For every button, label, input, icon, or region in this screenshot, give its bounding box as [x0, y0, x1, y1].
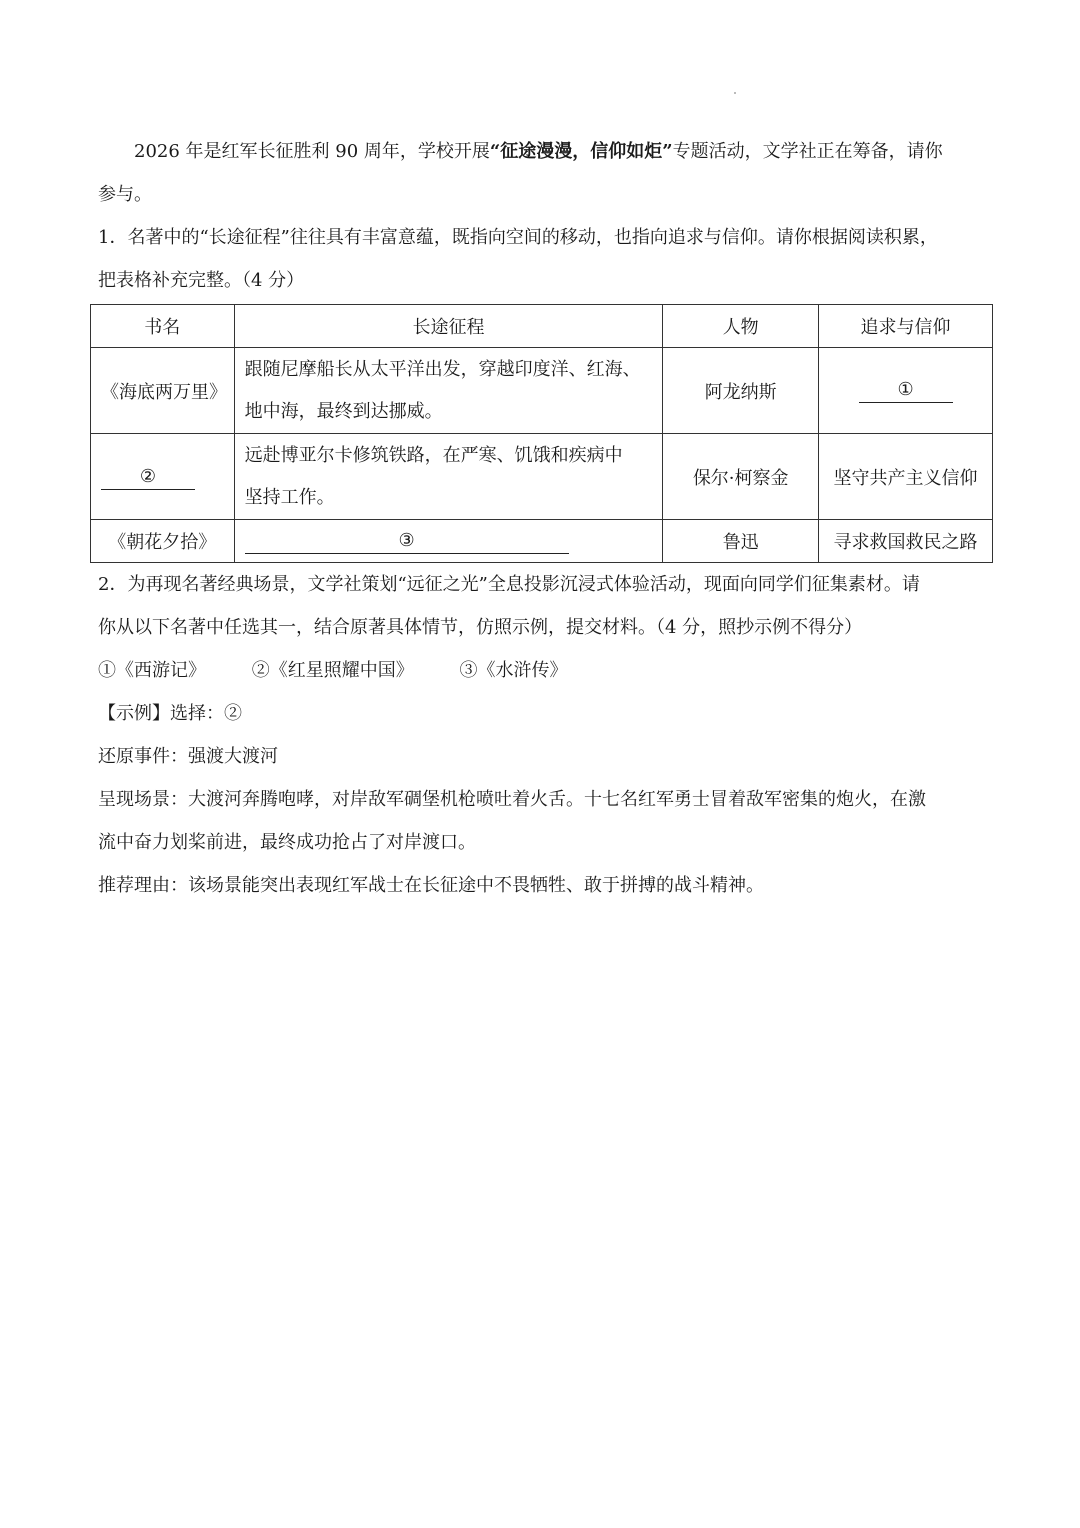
document-page — [98, 130, 992, 907]
example-reason: 推荐理由：该场景能突出表现红军战士在长征途中不畏牺牲、敢于拼搏的战斗精神。 — [98, 875, 764, 896]
cell-belief: 寻求救国救民之路 — [819, 520, 993, 563]
answer-blank-2[interactable]: ② — [101, 465, 195, 490]
scan-speck — [734, 92, 736, 94]
journey-line: 远赴博亚尔卡修筑铁路，在严寒、饥饿和疾病中 — [244, 444, 623, 466]
option-xiyouji: ①《西游记》 — [98, 660, 206, 681]
example-scene-line-1: 呈现场景：大渡河奔腾咆哮，对岸敌军碉堡机枪喷吐着火舌。十七名红军勇士冒着敌军密集的炮火，在激 — [98, 789, 926, 810]
cell-person: 阿龙纳斯 — [663, 348, 819, 434]
example-header — [98, 692, 992, 735]
cell-belief — [819, 348, 993, 434]
header-book: 书名 — [91, 305, 235, 348]
reading-table — [90, 304, 993, 563]
question-1-line-1: 1．名著中的“长途征程”往往具有丰富意蕴，既指向空间的移动，也指向追求与信仰。请你根据阅读积累， — [98, 227, 938, 248]
question-2-line-2: 你从以下名著中任选其一，结合原著具体情节，仿照示例，提交材料。（4 分，照抄示例不得分） — [98, 617, 863, 638]
table-row — [91, 348, 993, 434]
cell-journey — [234, 520, 663, 563]
cell-book: 《海底两万里》 — [91, 348, 235, 434]
activity-theme: “征途漫漫，信仰如炬” — [489, 141, 673, 162]
intro-text-1: 2026 年是红军长征胜利 90 周年，学校开展 — [134, 141, 490, 162]
cell-book — [91, 434, 235, 520]
cell-belief: 坚守共产主义信仰 — [819, 434, 993, 520]
header-journey: 长途征程 — [234, 305, 663, 348]
journey-line: 地中海，最终到达挪威。 — [244, 400, 443, 422]
cell-person: 鲁迅 — [663, 520, 819, 563]
table-header-row — [91, 305, 993, 348]
header-belief: 追求与信仰 — [819, 305, 993, 348]
intro-paragraph — [98, 130, 992, 173]
cell-book: 《朝花夕拾》 — [91, 520, 235, 563]
question-1-line-2: 把表格补充完整。（4 分） — [98, 270, 305, 291]
answer-blank-3[interactable]: ③ — [245, 529, 569, 554]
option-hongxing: ②《红星照耀中国》 — [251, 660, 414, 681]
cell-person: 保尔·柯察金 — [663, 434, 819, 520]
intro-line-2: 参与。 — [98, 184, 152, 205]
intro-text-2: 专题活动，文学社正在筹备，请你 — [672, 141, 943, 162]
journey-line: 坚持工作。 — [244, 486, 335, 508]
example-event: 还原事件：强渡大渡河 — [98, 746, 278, 767]
cell-journey — [234, 348, 663, 434]
table-row — [91, 434, 993, 520]
example-select: 选择：② — [170, 703, 242, 724]
answer-blank-1[interactable]: ① — [859, 378, 953, 403]
journey-line: 跟随尼摩船长从太平洋出发，穿越印度洋、红海、 — [244, 358, 641, 380]
example-scene-line-2: 流中奋力划桨前进，最终成功抢占了对岸渡口。 — [98, 832, 476, 853]
cell-journey — [234, 434, 663, 520]
table-row — [91, 520, 993, 563]
option-shuihu: ③《水浒传》 — [459, 660, 568, 681]
header-person: 人物 — [663, 305, 819, 348]
example-label: 【示例】 — [98, 703, 170, 724]
question-2-line-1: 2．为再现名著经典场景，文学社策划“远征之光”全息投影沉浸式体验活动，现面向同学们征集素材。请 — [98, 574, 920, 595]
book-options — [98, 649, 992, 692]
